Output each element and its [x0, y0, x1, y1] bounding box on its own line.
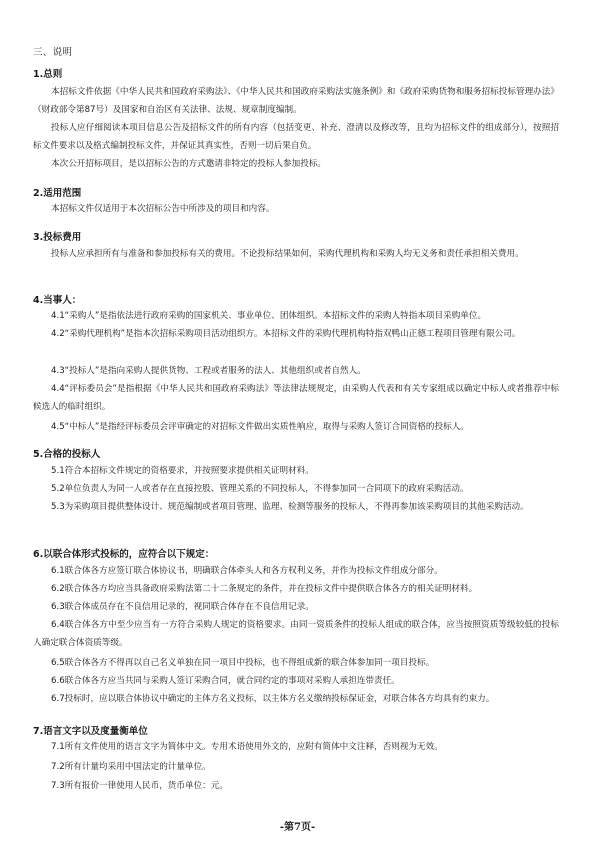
paragraph: 6.6联合体各方应当共同与采购人签订采购合同，就合同约定的事项对采购人承担连带责任。 [51, 676, 400, 686]
paragraph: 7.3所有报价一律使用人民币，货币单位：元。 [51, 781, 228, 791]
paragraph: 6.5联合体各方不得再以自己名义单独在同一项目中投标，也不得组成新的联合体参加同一项目投标。 [51, 658, 435, 668]
paragraph: 4.5“中标人”是指经评标委员会评审确定的对招标文件做出实质性响应，取得与采购人签订合同资格的投标人。 [51, 422, 469, 432]
paragraph: 本次公开招标项目，是以招标公告的方式邀请非特定的投标人参加投标。 [51, 159, 327, 169]
paragraph: 4.3“投标人”是指向采购人提供货物、工程或者服务的法人、其他组织或者自然人。 [51, 366, 366, 376]
heading-qualified-bidder: 5.合格的投标人 [33, 449, 101, 460]
paragraph: 7.2所有计量均采用中国法定的计量单位。 [51, 762, 211, 772]
heading-bid-cost: 3.投标费用 [33, 232, 82, 243]
paragraph: 4.1“采购人”是指依法进行政府采购的国家机关、事业单位、团体组织。本招标文件的采购人特指本项目采购单位。 [51, 311, 487, 321]
paragraph: 6.1联合体各方应签订联合体协议书，明确联合体牵头人和各方权利义务，并作为投标文件组成分部分。 [51, 566, 443, 576]
heading-general: 1.总则 [33, 69, 63, 80]
paragraph: 6.4联合体各方中至少应当有一方符合采购人规定的资格要求。由同一资质条件的投标人组成的联合体，应当按照资质等级较低的投标人确定联合体资质等级。 [33, 620, 559, 648]
paragraph: 6.3联合体成员存在不良信用记录的，视同联合体存在不良信用记录。 [51, 602, 314, 612]
heading-language-units: 7.语言文字以及度量衡单位 [33, 726, 148, 737]
paragraph: 投标人应仔细阅读本项目信息公告及招标文件的所有内容（包括变更、补充、澄清以及修改等，且均为招标文件的组成部分），按照招标文件要求以及格式编制投标文件，并保证其真实性，否则一切后果自负。 [33, 123, 559, 151]
paragraph: 6.7投标时，应以联合体协议中确定的主体方名义投标，以主体方名义缴纳投标保证金，对联合体各方均具有约束力。 [51, 694, 495, 704]
paragraph: 4.4“评标委员会”是指根据《中华人民共和国政府采购法》等法律法规规定，由采购人代表和有关专家组成以确定中标人或者推荐中标候选人的临时组织。 [33, 384, 559, 412]
heading-parties: 4.当事人： [33, 295, 82, 306]
paragraph: 投标人应承担所有与准备和参加投标有关的费用。不论投标结果如何，采购代理机构和采购人均无义务和责任承担相关费用。 [51, 249, 524, 259]
page-number: -第7页- [279, 822, 316, 833]
paragraph: 本招标文件依据《中华人民共和国政府采购法》、《中华人民共和国政府采购法实施条例》和《政府采购货物和服务招标投标管理办法》（财政部令第87号）及国家和自治区有关法律、法规、规章制度编制。 [33, 87, 559, 115]
paragraph: 5.3为采购项目提供整体设计、规范编制或者项目管理、监理、检测等服务的投标人，不得再参加该采购项目的其他采购活动。 [51, 502, 529, 512]
section-title: 三、说明 [33, 47, 73, 58]
heading-consortium: 6.以联合体形式投标的，应符合以下规定： [33, 549, 215, 560]
paragraph: 4.2“采购代理机构”是指本次招标采购项目活动组织方。本招标文件的采购代理机构特指双鸭山正德工程项目管理有限公司。 [51, 329, 521, 339]
paragraph: 7.1所有文件使用的语言文字为简体中文。专用术语使用外文的，应附有简体中文注释，否则视为无效。 [51, 742, 443, 752]
paragraph: 5.2单位负责人为同一人或者存在直接控股、管理关系的不同投标人，不得参加同一合同项下的政府采购活动。 [51, 484, 469, 494]
paragraph: 5.1符合本招标文件规定的资格要求，并按照要求提供相关证明材料。 [51, 466, 314, 476]
paragraph: 6.2联合体各方均应当具备政府采购法第二十二条规定的条件，并在投标文件中提供联合体各方的相关证明材料。 [51, 584, 478, 594]
paragraph: 本招标文件仅适用于本次招标公告中所涉及的项目和内容。 [51, 204, 275, 214]
heading-scope: 2.适用范围 [33, 188, 82, 199]
